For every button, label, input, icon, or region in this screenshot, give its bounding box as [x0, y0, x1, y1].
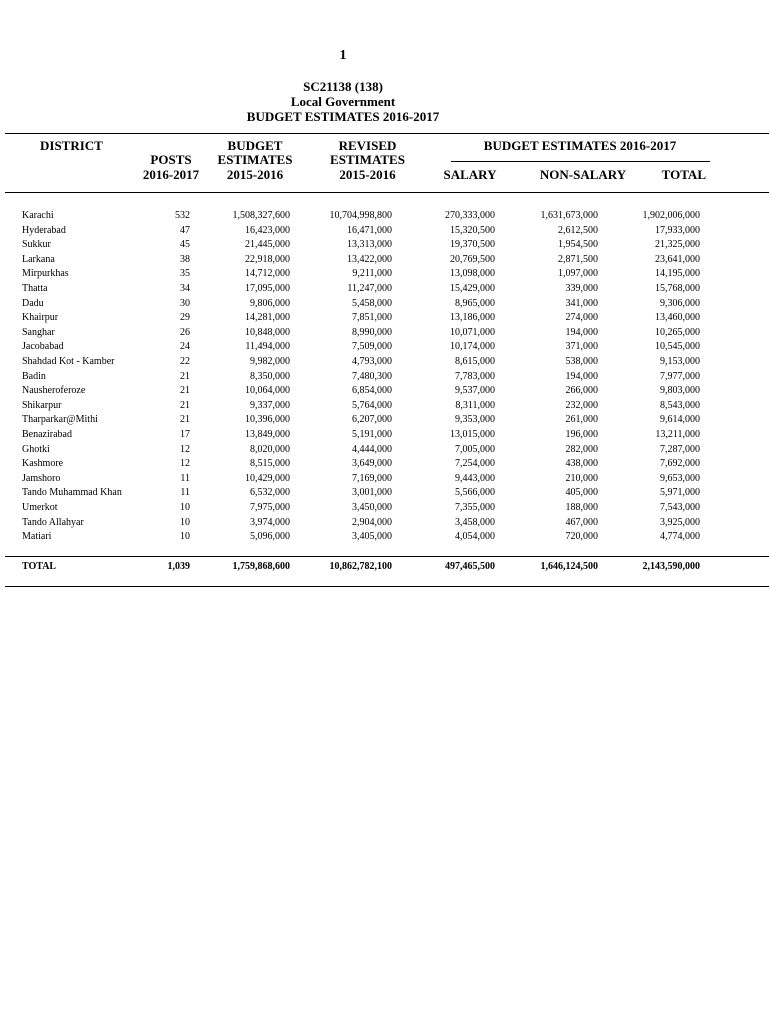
- revised-estimates-cell: 3,405,000: [352, 531, 392, 543]
- table-row: [0, 399, 770, 414]
- posts-cell: 17: [180, 429, 190, 440]
- revised-estimates-cell: 10,704,998,800: [329, 210, 392, 221]
- non-salary-cell: 1,097,000: [558, 268, 598, 280]
- district-name: Ghotki: [22, 443, 50, 455]
- total-cell: 9,306,000: [660, 297, 700, 309]
- budget-estimates-cell: 5,096,000: [250, 531, 290, 543]
- district-name: Mirpurkhas: [22, 268, 69, 280]
- revised-estimates-cell: 4,793,000: [352, 356, 392, 367]
- table-row: [0, 413, 770, 428]
- revised-estimates-cell: 6,207,000: [352, 414, 392, 426]
- salary-cell: 15,429,000: [450, 283, 495, 294]
- total-cell: 9,614,000: [660, 414, 700, 426]
- budget-estimates-group-header: BUDGET ESTIMATES 2016-2017: [483, 138, 677, 153]
- district-name: Tando Muhammad Khan: [22, 487, 122, 499]
- posts-cell: 10: [180, 502, 190, 513]
- table-row: [0, 224, 770, 239]
- salary-cell: 3,458,000: [455, 516, 495, 528]
- total-bottom-rule: [5, 586, 769, 587]
- total-cell: 7,692,000: [660, 458, 700, 470]
- budget-estimates-cell: 8,020,000: [250, 443, 290, 455]
- posts-cell: 532: [175, 210, 190, 221]
- budget-estimates-cell: 8,515,000: [250, 458, 290, 470]
- non-salary-cell: 720,000: [565, 531, 598, 543]
- total-revised-estimates: 10,862,782,100: [329, 561, 392, 572]
- budget-estimates-cell: 14,712,000: [245, 268, 290, 280]
- table-row: [0, 443, 770, 458]
- table-row: [0, 370, 770, 385]
- budget-estimates-cell: 9,806,000: [250, 297, 290, 309]
- posts-cell: 12: [180, 443, 190, 455]
- revised-estimates-cell: 2,904,000: [352, 516, 392, 528]
- non-salary-cell: 339,000: [565, 283, 598, 294]
- budget-estimates-cell: 10,396,000: [245, 414, 290, 426]
- posts-cell: 11: [180, 472, 190, 484]
- district-name: Badin: [22, 370, 46, 382]
- total-cell: 10,545,000: [655, 341, 700, 353]
- revised-estimates-cell: 16,471,000: [347, 224, 392, 236]
- col-be-header-line2: ESTIMATES: [217, 152, 293, 167]
- non-salary-cell: 467,000: [565, 516, 598, 528]
- total-cell: 10,265,000: [655, 326, 700, 338]
- posts-cell: 35: [180, 268, 190, 280]
- salary-cell: 270,333,000: [445, 210, 495, 221]
- table-row: [0, 253, 770, 268]
- budget-estimates-cell: 10,848,000: [245, 326, 290, 338]
- salary-cell: 7,783,000: [455, 370, 495, 382]
- non-salary-cell: 1,954,500: [558, 239, 598, 251]
- table-row: [0, 516, 770, 531]
- revised-estimates-cell: 13,422,000: [347, 253, 392, 265]
- table-row: [0, 501, 770, 516]
- district-name: Thatta: [22, 283, 48, 294]
- district-name: Benazirabad: [22, 429, 72, 440]
- salary-cell: 20,769,500: [450, 253, 495, 265]
- posts-cell: 10: [180, 531, 190, 543]
- revised-estimates-cell: 4,444,000: [352, 443, 392, 455]
- revised-estimates-cell: 3,649,000: [352, 458, 392, 470]
- posts-cell: 24: [180, 341, 190, 353]
- document-code: SC21138 (138): [303, 79, 383, 94]
- posts-cell: 30: [180, 297, 190, 309]
- table-row: [0, 267, 770, 282]
- district-name: Tharparkar@Mithi: [22, 414, 98, 426]
- total-cell: 14,195,000: [655, 268, 700, 280]
- total-cell: 17,933,000: [655, 224, 700, 236]
- total-cell: 21,325,000: [655, 239, 700, 251]
- budget-estimates-cell: 6,532,000: [250, 487, 290, 499]
- posts-cell: 11: [180, 487, 190, 499]
- budget-estimates-cell: 14,281,000: [245, 312, 290, 324]
- col-re-header-line2: ESTIMATES: [330, 152, 405, 167]
- budget-estimates-cell: 11,494,000: [245, 341, 290, 353]
- col-posts-header-line1: POSTS: [150, 152, 192, 167]
- total-cell: 5,971,000: [660, 487, 700, 499]
- total-cell: 23,641,000: [655, 253, 700, 265]
- non-salary-cell: 1,631,673,000: [540, 210, 598, 221]
- page-title: BUDGET ESTIMATES 2016-2017: [246, 109, 440, 124]
- posts-cell: 21: [180, 370, 190, 382]
- table-row: [0, 238, 770, 253]
- table-row: [0, 530, 770, 545]
- non-salary-cell: 371,000: [565, 341, 598, 353]
- total-non-salary: 1,646,124,500: [540, 561, 598, 572]
- posts-cell: 47: [180, 224, 190, 236]
- col-total-header: TOTAL: [661, 167, 706, 182]
- salary-cell: 7,005,000: [455, 443, 495, 455]
- budget-estimates-cell: 16,423,000: [245, 224, 290, 236]
- table-row: [0, 428, 770, 443]
- total-cell: 9,153,000: [660, 356, 700, 367]
- budget-estimates-cell: 13,849,000: [245, 429, 290, 440]
- revised-estimates-cell: 9,211,000: [352, 268, 392, 280]
- total-cell: 9,803,000: [660, 385, 700, 397]
- budget-estimates-cell: 3,974,000: [250, 516, 290, 528]
- district-name: Shahdad Kot - Kamber: [22, 356, 115, 367]
- revised-estimates-cell: 3,001,000: [352, 487, 392, 499]
- non-salary-cell: 196,000: [565, 429, 598, 440]
- table-row: [0, 311, 770, 326]
- total-cell: 7,287,000: [660, 443, 700, 455]
- col-re-header-line1: REVISED: [338, 138, 397, 153]
- table-row: [0, 472, 770, 487]
- salary-cell: 5,566,000: [455, 487, 495, 499]
- salary-cell: 13,015,000: [450, 429, 495, 440]
- district-name: Tando Allahyar: [22, 516, 84, 528]
- total-cell: 13,460,000: [655, 312, 700, 324]
- salary-cell: 7,355,000: [455, 502, 495, 513]
- district-name: Jamshoro: [22, 472, 61, 484]
- total-cell: 3,925,000: [660, 516, 700, 528]
- revised-estimates-cell: 7,851,000: [352, 312, 392, 324]
- district-name: Matiari: [22, 531, 52, 543]
- salary-cell: 19,370,500: [450, 239, 495, 251]
- posts-cell: 21: [180, 385, 190, 397]
- budget-estimates-cell: 17,095,000: [245, 283, 290, 294]
- posts-cell: 26: [180, 326, 190, 338]
- non-salary-cell: 538,000: [565, 356, 598, 367]
- district-name: Kashmore: [22, 458, 64, 470]
- salary-cell: 10,174,000: [450, 341, 495, 353]
- salary-cell: 15,320,500: [450, 224, 495, 236]
- district-name: Shikarpur: [22, 399, 62, 411]
- district-name: Umerkot: [22, 502, 58, 513]
- col-be-header-line1: BUDGET: [227, 138, 283, 153]
- table-row: [0, 355, 770, 370]
- total-cell: 9,653,000: [660, 472, 700, 484]
- salary-cell: 13,098,000: [450, 268, 495, 280]
- total-row: [0, 560, 770, 575]
- budget-estimates-cell: 7,975,000: [250, 502, 290, 513]
- revised-estimates-cell: 13,313,000: [347, 239, 392, 251]
- revised-estimates-cell: 3,450,000: [352, 502, 392, 513]
- non-salary-cell: 341,000: [565, 297, 598, 309]
- salary-cell: 4,054,000: [455, 531, 495, 543]
- district-name: Jacobabad: [22, 341, 64, 353]
- total-cell: 8,543,000: [660, 399, 700, 411]
- non-salary-cell: 210,000: [565, 472, 598, 484]
- posts-cell: 21: [180, 399, 190, 411]
- revised-estimates-cell: 11,247,000: [347, 283, 392, 294]
- district-name: Sanghar: [22, 326, 55, 338]
- revised-estimates-cell: 5,458,000: [352, 297, 392, 309]
- revised-estimates-cell: 6,854,000: [352, 385, 392, 397]
- table-row: [0, 486, 770, 501]
- posts-cell: 10: [180, 516, 190, 528]
- non-salary-cell: 405,000: [565, 487, 598, 499]
- salary-cell: 8,965,000: [455, 297, 495, 309]
- budget-estimates-cell: 8,350,000: [250, 370, 290, 382]
- non-salary-cell: 232,000: [565, 399, 598, 411]
- col-district-header: DISTRICT: [40, 138, 103, 153]
- posts-cell: 12: [180, 458, 190, 470]
- district-name: Sukkur: [22, 239, 51, 251]
- non-salary-cell: 194,000: [565, 326, 598, 338]
- revised-estimates-cell: 7,480,300: [352, 370, 392, 382]
- total-cell: 15,768,000: [655, 283, 700, 294]
- posts-cell: 29: [180, 312, 190, 324]
- budget-estimates-cell: 22,918,000: [245, 253, 290, 265]
- total-label: TOTAL: [22, 561, 57, 572]
- group-header-rule: [451, 161, 710, 162]
- non-salary-cell: 438,000: [565, 458, 598, 470]
- header-bottom-rule: [5, 192, 769, 193]
- department-name: Local Government: [290, 94, 396, 109]
- budget-estimates-cell: 9,982,000: [250, 356, 290, 367]
- revised-estimates-cell: 5,191,000: [352, 429, 392, 440]
- col-posts-header-line2: 2016-2017: [142, 167, 200, 182]
- col-re-header-line3: 2015-2016: [339, 167, 396, 182]
- budget-estimates-cell: 10,064,000: [245, 385, 290, 397]
- total-total: 2,143,590,000: [642, 561, 700, 572]
- col-non-salary-header: NON-SALARY: [539, 167, 627, 182]
- posts-cell: 38: [180, 253, 190, 265]
- total-cell: 1,902,006,000: [642, 210, 700, 221]
- district-name: Nausheroferoze: [22, 385, 86, 397]
- total-cell: 7,543,000: [660, 502, 700, 513]
- posts-cell: 22: [180, 356, 190, 367]
- district-name: Karachi: [22, 210, 54, 221]
- non-salary-cell: 188,000: [565, 502, 598, 513]
- table-row: [0, 326, 770, 341]
- total-cell: 4,774,000: [660, 531, 700, 543]
- total-top-rule: [5, 556, 769, 557]
- total-posts: 1,039: [167, 561, 190, 572]
- col-be-header-line3: 2015-2016: [226, 167, 284, 182]
- non-salary-cell: 261,000: [565, 414, 598, 426]
- non-salary-cell: 2,612,500: [558, 224, 598, 236]
- non-salary-cell: 266,000: [565, 385, 598, 397]
- salary-cell: 9,443,000: [455, 472, 495, 484]
- total-budget-estimates: 1,759,868,600: [232, 561, 290, 572]
- table-row: [0, 340, 770, 355]
- col-salary-header: SALARY: [443, 167, 497, 182]
- salary-cell: 10,071,000: [450, 326, 495, 338]
- header-top-rule: [5, 133, 769, 134]
- salary-cell: 9,353,000: [455, 414, 495, 426]
- revised-estimates-cell: 8,990,000: [352, 326, 392, 338]
- district-name: Dadu: [22, 297, 44, 309]
- table-row: [0, 209, 770, 224]
- table-row: [0, 297, 770, 312]
- table-row: [0, 457, 770, 472]
- budget-estimates-cell: 21,445,000: [245, 239, 290, 251]
- salary-cell: 8,615,000: [455, 356, 495, 367]
- salary-cell: 8,311,000: [455, 399, 495, 411]
- district-name: Khairpur: [22, 312, 59, 324]
- non-salary-cell: 2,871,500: [558, 253, 598, 265]
- revised-estimates-cell: 7,509,000: [352, 341, 392, 353]
- budget-estimates-cell: 9,337,000: [250, 399, 290, 411]
- total-cell: 7,977,000: [660, 370, 700, 382]
- page-number: 1: [339, 48, 347, 63]
- total-salary: 497,465,500: [445, 561, 495, 572]
- salary-cell: 9,537,000: [455, 385, 495, 397]
- posts-cell: 45: [180, 239, 190, 251]
- district-name: Hyderabad: [22, 224, 66, 236]
- non-salary-cell: 194,000: [565, 370, 598, 382]
- district-name: Larkana: [22, 253, 55, 265]
- revised-estimates-cell: 7,169,000: [352, 472, 392, 484]
- budget-estimates-cell: 1,508,327,600: [232, 210, 290, 221]
- posts-cell: 21: [180, 414, 190, 426]
- posts-cell: 34: [180, 283, 190, 294]
- budget-estimates-cell: 10,429,000: [245, 472, 290, 484]
- non-salary-cell: 274,000: [565, 312, 598, 324]
- salary-cell: 7,254,000: [455, 458, 495, 470]
- table-row: [0, 282, 770, 297]
- table-row: [0, 384, 770, 399]
- salary-cell: 13,186,000: [450, 312, 495, 324]
- total-cell: 13,211,000: [655, 429, 700, 440]
- non-salary-cell: 282,000: [565, 443, 598, 455]
- revised-estimates-cell: 5,764,000: [352, 399, 392, 411]
